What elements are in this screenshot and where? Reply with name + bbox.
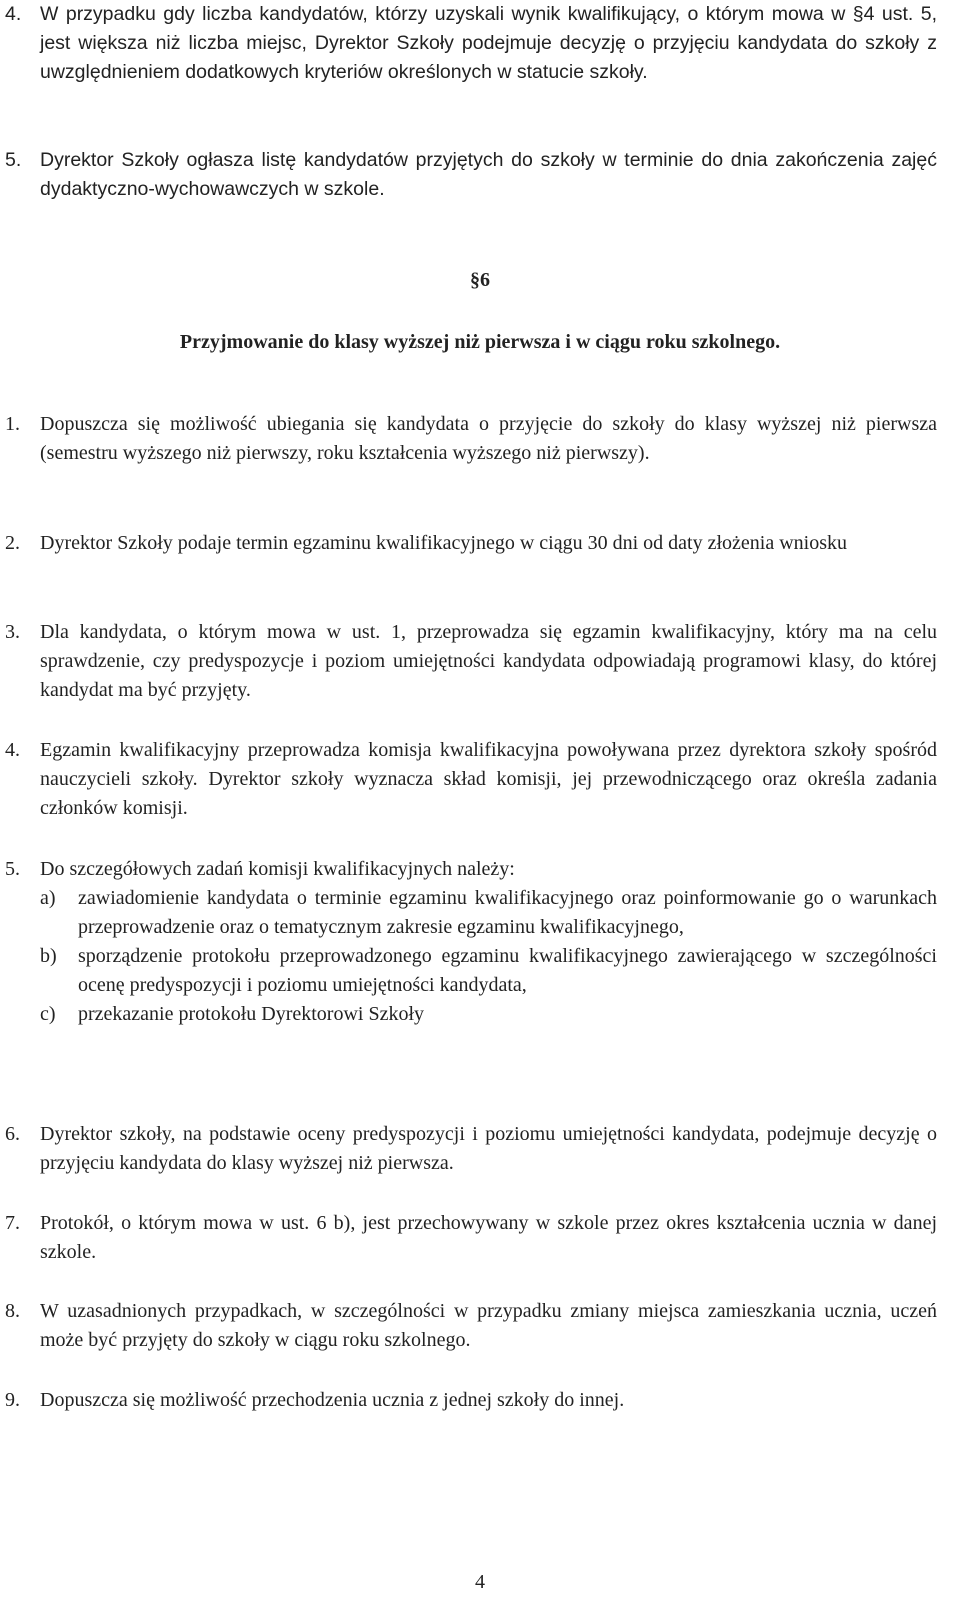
item-number: 5.: [5, 858, 20, 880]
item-1: [0, 410, 960, 468]
page-number: 4: [475, 1571, 485, 1593]
sub-item-text: przekazanie protokołu Dyrektorowi Szkoły: [78, 1003, 425, 1025]
item-text: Do szczegółowych zadań komisji kwalifikacyjnych należy:: [40, 858, 515, 880]
item-7: [0, 1209, 960, 1267]
item-number: 9.: [5, 1389, 20, 1411]
item-text: Dla kandydata, o którym mowa w ust. 1, przeprowadza się egzamin kwalifikacyjny, który ma na celu sprawdzenie, czy predyspozycje i poziom umiejętności kandydata odpowiadają programowi klasy, do której kandydat ma być przyjęty.: [40, 621, 937, 701]
item-6: [0, 1120, 960, 1178]
list-item: [0, 1120, 937, 1178]
item-number: 5.: [5, 149, 22, 171]
top-item-5: [0, 146, 960, 204]
list-item: [0, 855, 937, 884]
item-number: 6.: [5, 1123, 20, 1145]
item-number: 8.: [5, 1300, 20, 1322]
item-number: 2.: [5, 532, 20, 554]
item-5: [0, 855, 960, 1029]
item-number: 4.: [5, 739, 20, 761]
item-text: W przypadku gdy liczba kandydatów, którzy uzyskali wynik kwalifikujący, o którym mowa w §4 ust. 5, jest większa niż liczba miejsc, Dyrektor Szkoły podejmuje decyzję o przyjęciu kandydata do szkoły z uwzględnieniem dodatkowych kryteriów określonych w statucie szkoły.: [40, 3, 937, 83]
list-item: [0, 529, 937, 558]
item-3: [0, 618, 960, 705]
section-symbol: §6: [470, 269, 490, 291]
item-number: 4.: [5, 3, 22, 25]
sub-item-text: zawiadomienie kandydata o terminie egzaminu kwalifikacyjnego oraz poinformowanie go o warunkach przeprowadzenie oraz o tematycznym zakresie egzaminu kwalifikacyjnego,: [78, 887, 937, 938]
sub-item-c: [0, 1000, 937, 1029]
item-8: [0, 1297, 960, 1355]
item-number: 3.: [5, 621, 20, 643]
list-item: [0, 1209, 937, 1267]
list-item: [0, 0, 937, 87]
item-text: W uzasadnionych przypadkach, w szczególności w przypadku zmiany miejsca zamieszkania ucznia, uczeń może być przyjęty do szkoły w ciągu roku szkolnego.: [40, 1300, 937, 1351]
item-text: Dopuszcza się możliwość ubiegania się kandydata o przyjęcie do szkoły do klasy wyższej niż pierwsza (semestru wyższego niż pierwszy, roku kształcenia wyższego niż pierwszy).: [40, 413, 937, 464]
list-item: [0, 146, 937, 204]
sub-item-letter: a): [40, 887, 56, 909]
sub-item-a: [0, 884, 937, 942]
list-item: [0, 1386, 937, 1415]
sub-item-text: sporządzenie protokołu przeprowadzonego egzaminu kwalifikacyjnego zawierającego w szczególności ocenę predyspozycji i poziomu umiejętności kandydata,: [78, 945, 937, 996]
item-text: Egzamin kwalifikacyjny przeprowadza komisja kwalifikacyjna powoływana przez dyrektora szkoły spośród nauczycieli szkoły. Dyrektor szkoły wyznacza skład komisji, jej przewodniczącego oraz określa zadania członków komisji.: [40, 739, 937, 819]
section-title: Przyjmowanie do klasy wyższej niż pierwsza i w ciągu roku szkolnego.: [179, 331, 781, 353]
sub-item-b: [0, 942, 937, 1000]
list-item: [0, 1297, 937, 1355]
item-text: Dyrektor szkoły, na podstawie oceny predyspozycji i poziomu umiejętności kandydata, podejmuje decyzję o przyjęciu kandydata do klasy wyższej niż pierwsza.: [40, 1123, 937, 1174]
sub-item-letter: b): [40, 945, 57, 967]
list-item: [0, 736, 937, 823]
item-text: Protokół, o którym mowa w ust. 6 b), jest przechowywany w szkole przez okres kształcenia ucznia w danej szkole.: [40, 1212, 937, 1263]
item-text: Dopuszcza się możliwość przechodzenia ucznia z jednej szkoły do innej.: [40, 1389, 625, 1411]
sub-item-letter: c): [40, 1003, 56, 1025]
item-4: [0, 736, 960, 823]
top-item-4: [0, 0, 960, 87]
list-item: [0, 410, 937, 468]
list-item: [0, 618, 937, 705]
item-text: Dyrektor Szkoły podaje termin egzaminu kwalifikacyjnego w ciągu 30 dni od daty złożenia wniosku: [40, 532, 848, 554]
item-2: [0, 529, 960, 558]
item-text: Dyrektor Szkoły ogłasza listę kandydatów przyjętych do szkoły w terminie do dnia zakończenia zajęć dydaktyczno-wychowawczych w szkole.: [40, 149, 937, 200]
item-9: [0, 1386, 960, 1415]
item-number: 1.: [5, 413, 20, 435]
item-number: 7.: [5, 1212, 20, 1234]
